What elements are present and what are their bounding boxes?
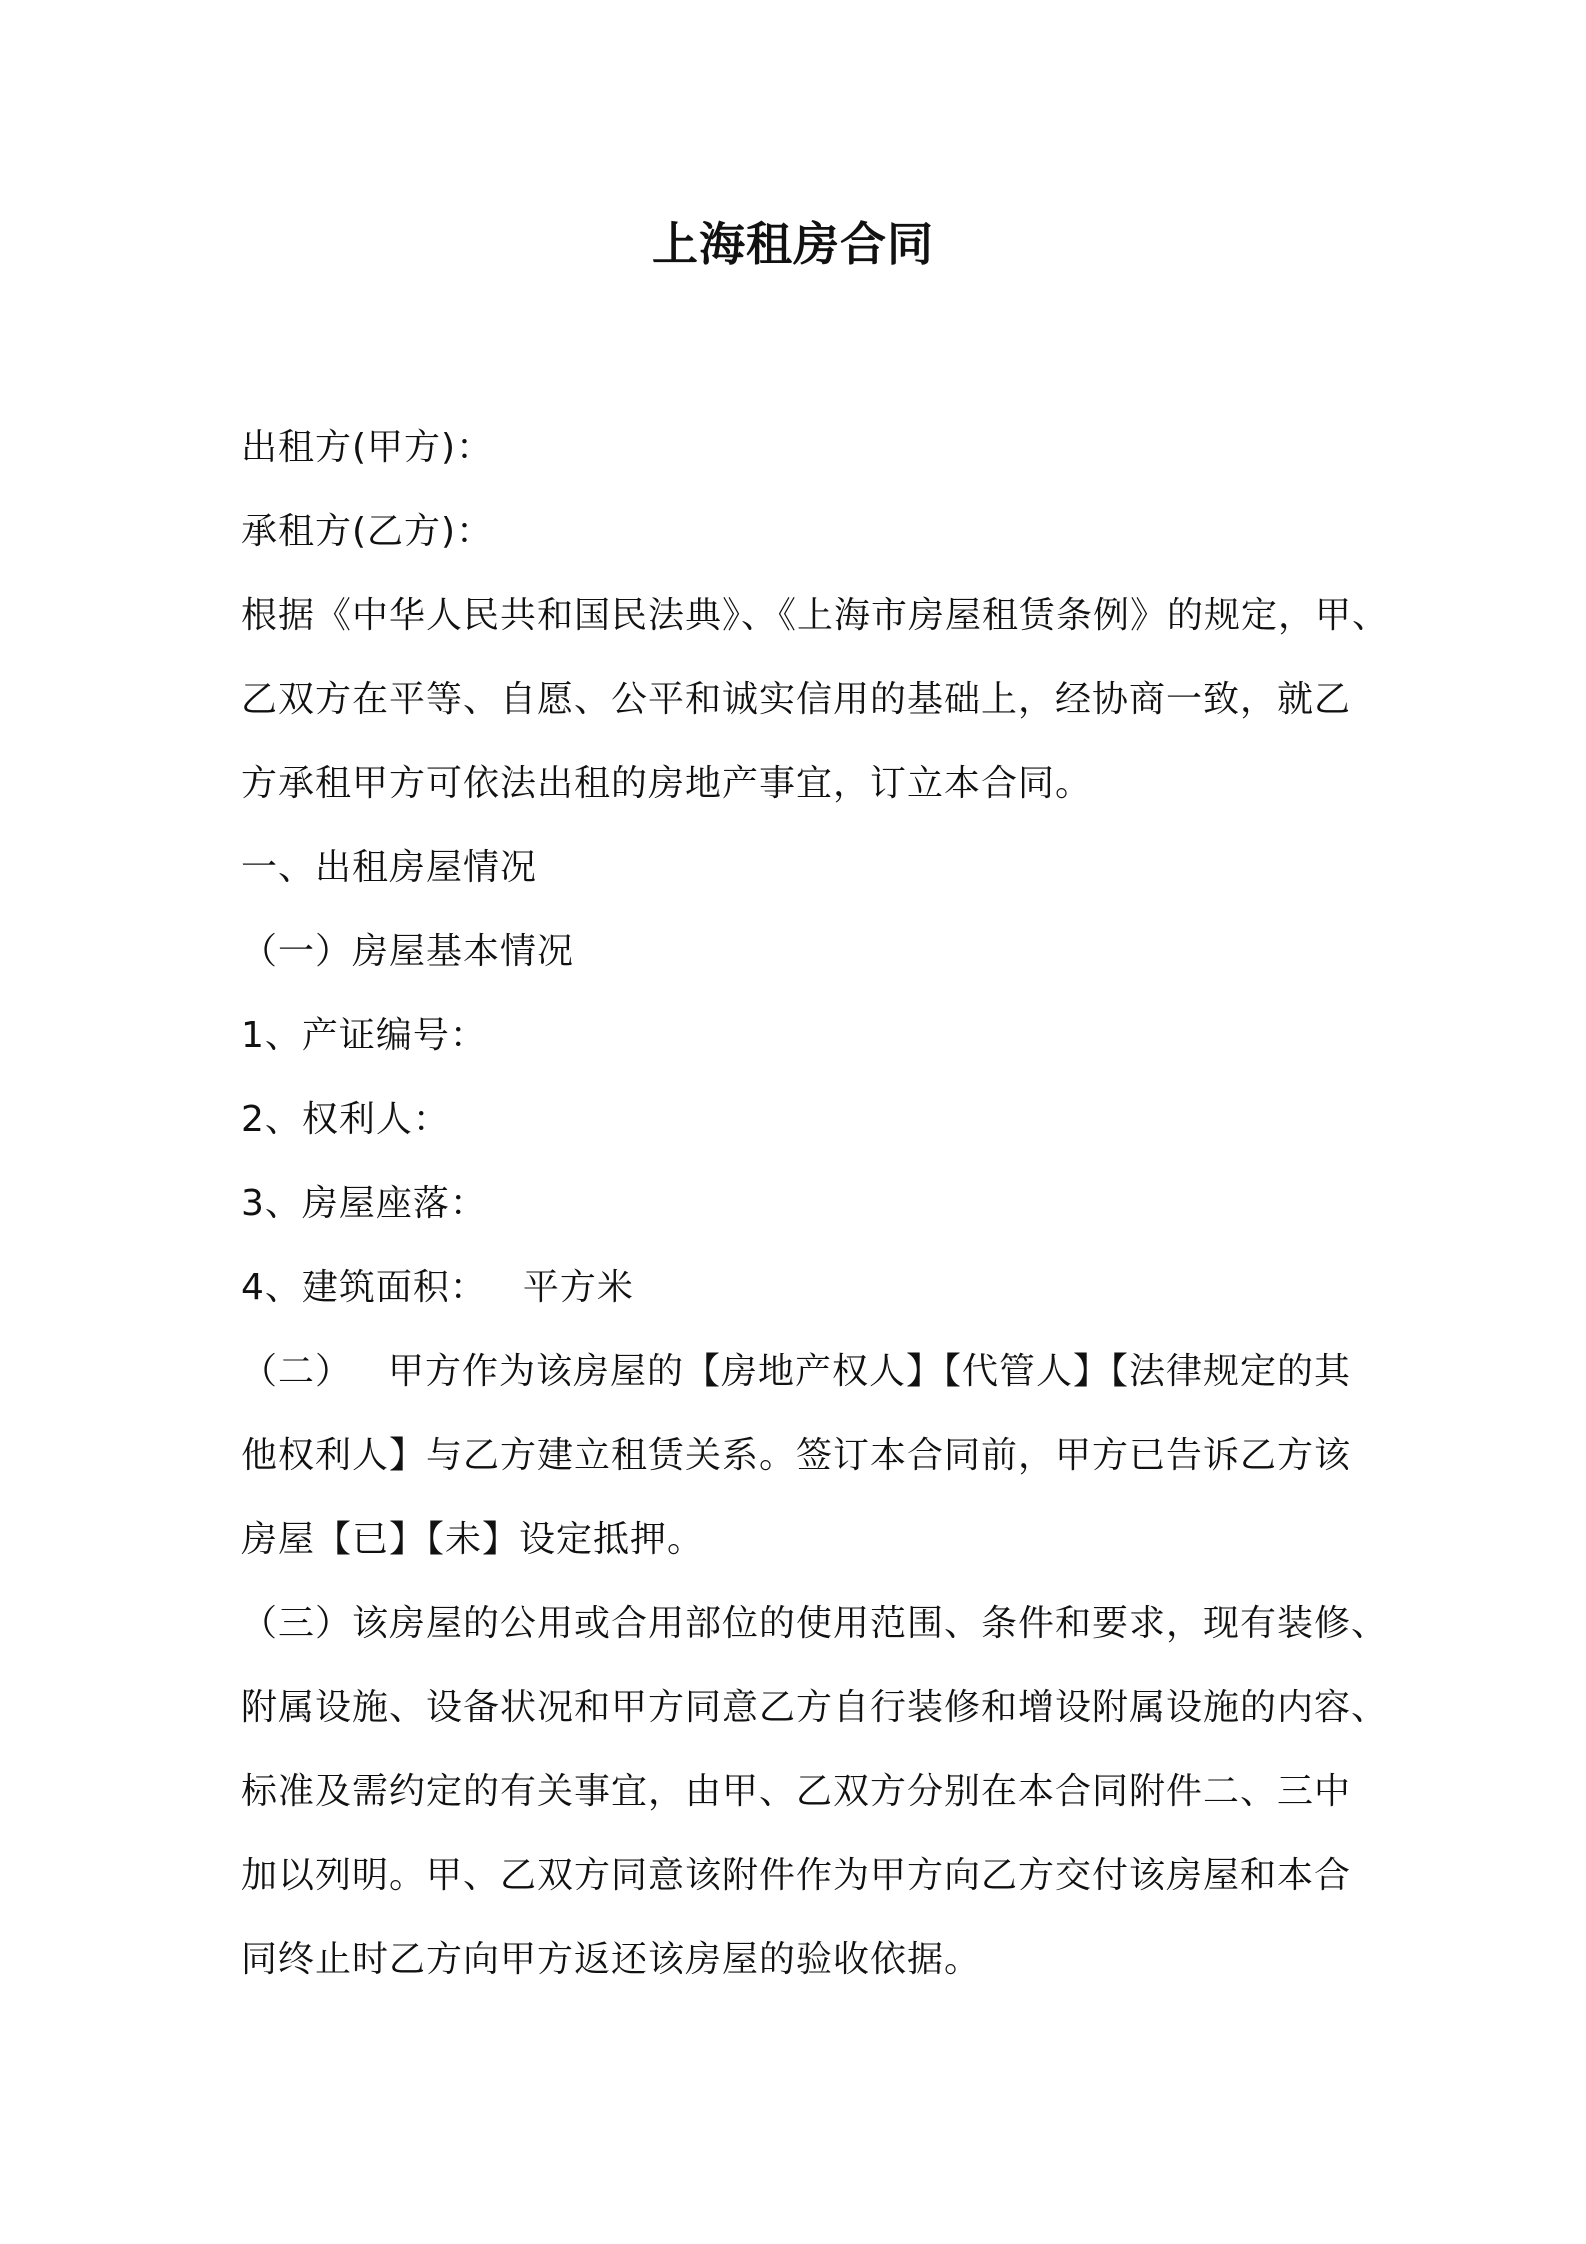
subsection-2-line-2: 他权利人】与乙方建立租赁关系。签订本合同前，甲方已告诉乙方该 <box>241 1435 1352 1476</box>
subsection-heading-1: （一）房屋基本情况 <box>241 931 575 972</box>
subsection-3-line-1: （三）该房屋的公用或合用部位的使用范围、条件和要求，现有装修、 <box>241 1603 1389 1644</box>
item-floor-area-label: 4、建筑面积： <box>241 1267 487 1308</box>
intro-line-3: 方承租甲方可依法出租的房地产事宜，订立本合同。 <box>241 763 1093 804</box>
section-heading-1: 一、出租房屋情况 <box>241 847 538 888</box>
intro-line-2: 乙双方在平等、自愿、公平和诚实信用的基础上，经协商一致，就乙 <box>241 679 1352 720</box>
item-certificate-number: 1、产证编号： <box>241 1015 487 1056</box>
subsection-2-label: （二） <box>241 1351 353 1392</box>
item-floor-area-unit: 平方米 <box>522 1267 634 1308</box>
subsection-3-line-5: 同终止时乙方向甲方返还该房屋的验收依据。 <box>241 1939 982 1980</box>
item-floor-area <box>241 1246 1386 1330</box>
document-body <box>241 406 1390 2002</box>
document-title: 上海租房合同 <box>652 217 934 271</box>
item-right-holder: 2、权利人： <box>241 1099 450 1140</box>
lessee-line: 承租方(乙方)： <box>241 511 494 552</box>
item-location: 3、房屋座落： <box>241 1183 487 1224</box>
intro-line-1: 根据《中华人民共和国民法典》、《上海市房屋租赁条例》的规定，甲、 <box>241 595 1390 636</box>
subsection-2-line-1 <box>241 1330 1386 1414</box>
subsection-3-line-4: 加以列明。甲、乙双方同意该附件作为甲方向乙方交付该房屋和本合 <box>241 1855 1352 1896</box>
subsection-3-line-2: 附属设施、设备状况和甲方同意乙方自行装修和增设附属设施的内容、 <box>241 1687 1389 1728</box>
subsection-3-line-3: 标准及需约定的有关事宜，由甲、乙双方分别在本合同附件二、三中 <box>241 1771 1352 1812</box>
subsection-2-line-3: 房屋【已】【未】设定抵押。 <box>241 1519 705 1560</box>
lessor-line: 出租方(甲方)： <box>241 427 494 468</box>
subsection-2-text-1: 甲方作为该房屋的【房地产权人】【代管人】【法律规定的其 <box>388 1351 1352 1392</box>
